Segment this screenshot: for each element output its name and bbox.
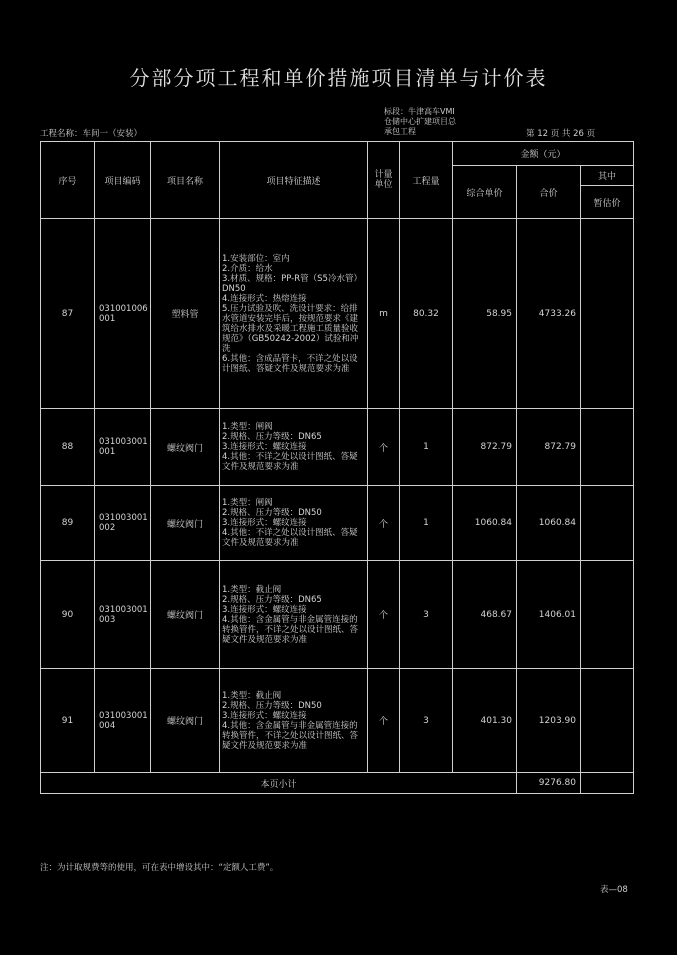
project-info-line: 仓储中心扩建项目总 xyxy=(384,117,456,126)
header-amount: 金额（元） xyxy=(453,142,634,166)
desc-line: 1.类型：截止阀 xyxy=(222,690,282,701)
table-row xyxy=(41,669,634,773)
cell-total: 1060.84 xyxy=(517,486,581,561)
cell-unit: m xyxy=(368,219,400,409)
desc-line: 4.其他：不详之处以设计图纸、答疑文件及规范要求为准 xyxy=(222,528,358,548)
desc-line: 4.其他：含金属管与非金属管连接的转换管件，不详之处以设计图纸、答疑文件及规范要求为准 xyxy=(222,614,359,645)
table-row xyxy=(41,486,634,561)
cell-unit: 个 xyxy=(368,409,400,486)
cell-desc xyxy=(220,561,368,669)
cell-code: 031001006001 xyxy=(95,219,151,409)
desc-line: 4.其他：不详之处以设计图纸、答疑文件及规范要求为准 xyxy=(222,452,358,472)
cell-unit-price: 401.30 xyxy=(453,669,517,773)
cell-unit: 个 xyxy=(368,561,400,669)
cell-total: 4733.26 xyxy=(517,219,581,409)
header-qty: 工程量 xyxy=(400,142,453,219)
header-code: 项目编码 xyxy=(95,142,151,219)
cell-code: 031003001004 xyxy=(95,669,151,773)
cell-qty: 3 xyxy=(400,669,453,773)
desc-line: 3.连接形式：螺纹连接 xyxy=(222,518,307,528)
cell-seq: 89 xyxy=(41,486,95,561)
footnote: 注：为计取规费等的使用，可在表中增设其中：“定额人工费”。 xyxy=(40,863,279,873)
desc-line: 1.类型：闸阀 xyxy=(222,422,273,432)
table-row xyxy=(41,561,634,669)
subtotal-provisional xyxy=(581,773,634,794)
cell-desc xyxy=(220,669,368,773)
cell-unit: 个 xyxy=(368,669,400,773)
cell-total: 1406.01 xyxy=(517,561,581,669)
cell-code: 031003001001 xyxy=(95,409,151,486)
cell-seq: 91 xyxy=(41,669,95,773)
header-provisional: 暂估价 xyxy=(581,186,634,219)
desc-line: 1.类型：闸阀 xyxy=(222,498,273,508)
header-desc: 项目特征描述 xyxy=(220,142,368,219)
cell-qty: 80.32 xyxy=(400,219,453,409)
cell-total: 1203.90 xyxy=(517,669,581,773)
header-unit: 计量单位 xyxy=(368,142,400,219)
subtotal-total: 9276.80 xyxy=(517,773,581,794)
cell-name: 螺纹阀门 xyxy=(151,669,220,773)
desc-line: 5.压力试验及吹、洗设计要求：给排水管道安装完毕后，按规范要求《建筑给水排水及采暖工程施工质量验收规范》（GB50242-2002）试验和冲洗 xyxy=(222,303,359,354)
subtotal-row xyxy=(41,773,634,794)
desc-line: 4.连接形式：热熔连接 xyxy=(222,293,307,304)
desc-line: 3.连接形式：螺纹连接 xyxy=(222,442,307,452)
header-total: 合价 xyxy=(517,166,581,219)
pricing-table xyxy=(40,141,634,794)
cell-provisional xyxy=(581,409,634,486)
cell-qty: 3 xyxy=(400,561,453,669)
desc-line: 2.规格、压力等级：DN65 xyxy=(222,432,322,442)
project-name: 工程名称：车间一（安装） xyxy=(40,129,143,139)
desc-line: 1.安装部位：室内 xyxy=(222,253,290,264)
cell-unit: 个 xyxy=(368,486,400,561)
header-of-which: 其中 xyxy=(581,166,634,186)
table-row xyxy=(41,219,634,409)
cell-provisional xyxy=(581,669,634,773)
cell-seq: 88 xyxy=(41,409,95,486)
cell-unit-price: 872.79 xyxy=(453,409,517,486)
cell-unit-price: 1060.84 xyxy=(453,486,517,561)
desc-line: 2.规格、压力等级：DN65 xyxy=(222,594,322,605)
cell-provisional xyxy=(581,486,634,561)
project-info xyxy=(384,107,456,137)
cell-name: 螺纹阀门 xyxy=(151,486,220,561)
project-info-line: 承包工程 xyxy=(384,127,416,136)
cell-name: 塑料管 xyxy=(151,219,220,409)
cell-desc xyxy=(220,409,368,486)
form-number: 表—08 xyxy=(600,885,628,895)
desc-line: 2.规格、压力等级：DN50 xyxy=(222,508,322,518)
desc-line: 2.规格、压力等级：DN50 xyxy=(222,700,322,711)
cell-seq: 90 xyxy=(41,561,95,669)
cell-code: 031003001003 xyxy=(95,561,151,669)
cell-total: 872.79 xyxy=(517,409,581,486)
cell-unit-price: 468.67 xyxy=(453,561,517,669)
project-info-line: 标段：牛津高车VMI xyxy=(384,107,455,116)
cell-qty: 1 xyxy=(400,486,453,561)
desc-line: 3.连接形式：螺纹连接 xyxy=(222,604,307,615)
desc-line: 3.材质、规格：PP-R管（S5冷水管）DN50 xyxy=(222,273,362,294)
header-row xyxy=(41,142,634,166)
cell-provisional xyxy=(581,561,634,669)
table-row xyxy=(41,409,634,486)
page-title: 分部分项工程和单价措施项目清单与计价表 xyxy=(129,66,548,90)
header-name: 项目名称 xyxy=(151,142,220,219)
cell-name: 螺纹阀门 xyxy=(151,409,220,486)
cell-code: 031003001002 xyxy=(95,486,151,561)
subtotal-label: 本页小计 xyxy=(41,773,517,794)
cell-name: 螺纹阀门 xyxy=(151,561,220,669)
desc-line: 4.其他：含金属管与非金属管连接的转换管件，不详之处以设计图纸、答疑文件及规范要求为准 xyxy=(222,720,359,751)
header-seq: 序号 xyxy=(41,142,95,219)
desc-line: 3.连接形式：螺纹连接 xyxy=(222,710,307,721)
cell-provisional xyxy=(581,219,634,409)
cell-seq: 87 xyxy=(41,219,95,409)
cell-desc xyxy=(220,219,368,409)
header-unit-price: 综合单价 xyxy=(453,166,517,219)
page-info: 第 12 页 共 26 页 xyxy=(526,129,596,139)
desc-line: 2.介质：给水 xyxy=(222,263,273,274)
desc-line: 1.类型：截止阀 xyxy=(222,584,282,595)
cell-qty: 1 xyxy=(400,409,453,486)
cell-desc xyxy=(220,486,368,561)
cell-unit-price: 58.95 xyxy=(453,219,517,409)
desc-line: 6.其他：含成品管卡，不详之处以设计图纸、答疑文件及规范要求为准 xyxy=(222,353,358,374)
